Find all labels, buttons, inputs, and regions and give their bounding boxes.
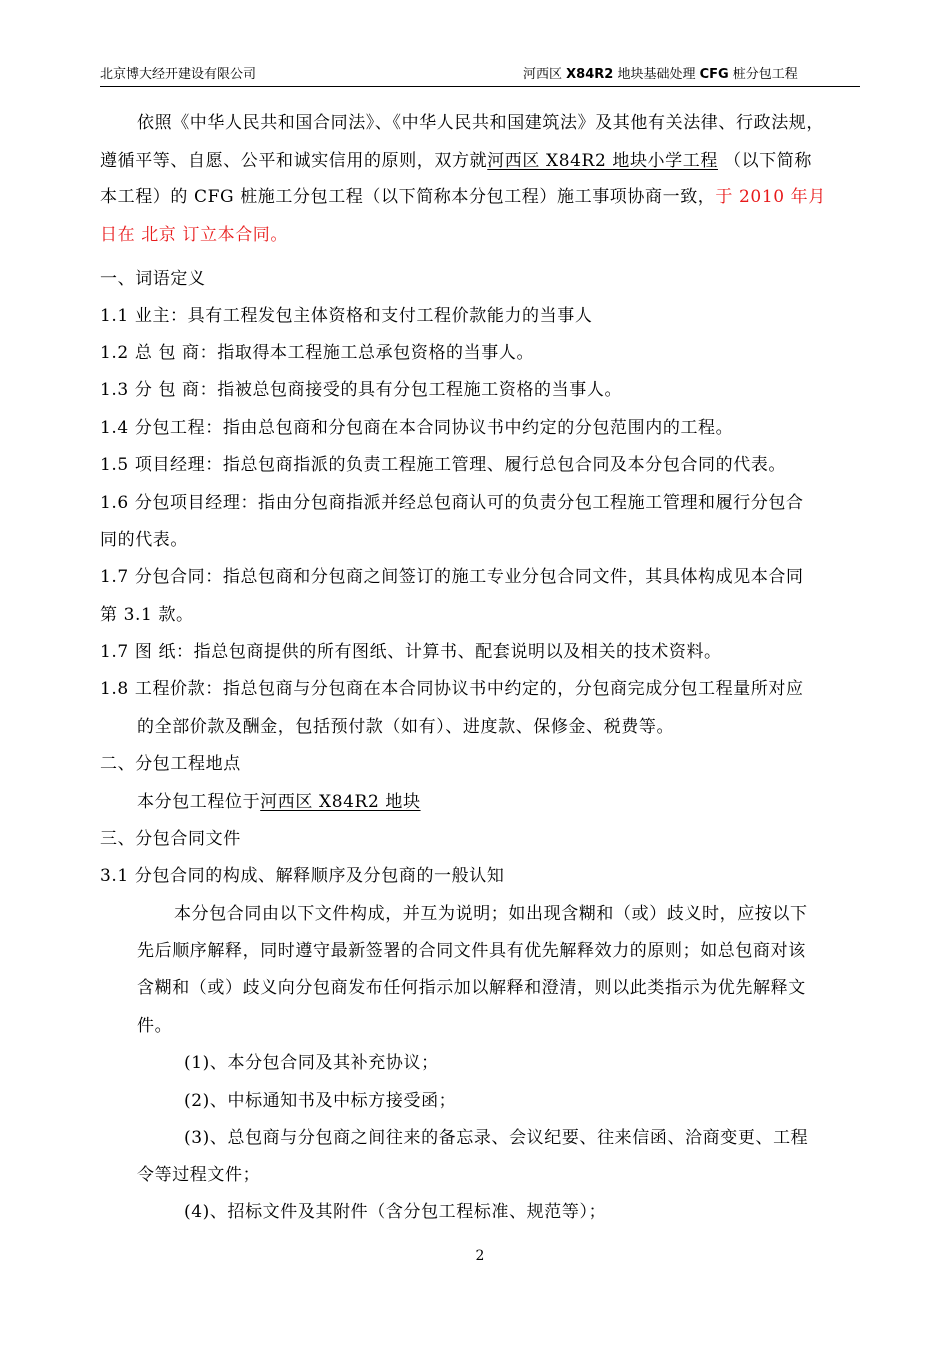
clause-3-1-para-line-2: 先后顺序解释，同时遵守最新签署的合同文件具有优先解释效力的原则；如总包商对该 bbox=[137, 941, 806, 961]
definition-1-6-line-1: 1.6 分包项目经理：指由分包商指派并经总包商认可的负责分包工程施工管理和履行分包合 bbox=[100, 493, 804, 513]
section-2-title: 二、分包工程地点 bbox=[100, 754, 241, 774]
project-name: 河西区 X84R2 地块小学工程 bbox=[487, 151, 718, 171]
definition-1-7-line-1: 1.7 分包合同：指总包商和分包商之间签订的施工专业分包合同文件，其具体构成见本合同 bbox=[100, 567, 804, 587]
intro-line-3: 本工程）的 CFG 桩施工分包工程（以下简称本分包工程）施工事项协商一致，于 2010 年月 bbox=[100, 187, 826, 207]
intro-line-4: 日在 北京 订立本合同。 bbox=[100, 225, 289, 245]
definition-1-2: 1.2 总 包 商：指取得本工程施工总承包资格的当事人。 bbox=[100, 343, 535, 363]
document-item-1: (1)、本分包合同及其补充协议； bbox=[184, 1053, 439, 1073]
definition-1-6-line-2: 同的代表。 bbox=[100, 530, 188, 550]
header-company: 北京博大经开建设有限公司 bbox=[100, 67, 257, 82]
document-item-2: (2)、中标通知书及中标方接受函； bbox=[184, 1091, 457, 1111]
contract-date-year: 于 2010 年月 bbox=[715, 187, 826, 207]
clause-3-1-para-line-3: 含糊和（或）歧义向分包商发布任何指示加以解释和澄清，则以此类指示为优先解释文 bbox=[137, 978, 806, 998]
header-project: 河西区 X84R2 地块基础处理 CFG 桩分包工程 bbox=[523, 67, 798, 82]
definition-1-1: 1.1 业主：具有工程发包主体资格和支付工程价款能力的当事人 bbox=[100, 306, 593, 326]
clause-3-1-title: 3.1 分包合同的构成、解释顺序及分包商的一般认知 bbox=[100, 866, 505, 886]
definition-drawings: 1.7 图 纸：指总包商提供的所有图纸、计算书、配套说明以及相关的技术资料。 bbox=[100, 642, 722, 662]
section-1-title: 一、词语定义 bbox=[100, 269, 206, 289]
project-location: 河西区 X84R2 地块 bbox=[260, 792, 421, 812]
document-item-3-line-2: 令等过程文件； bbox=[137, 1165, 261, 1185]
clause-3-1-para-line-1: 本分包合同由以下文件构成，并互为说明；如出现含糊和（或）歧义时，应按以下 bbox=[174, 904, 808, 924]
header-rule bbox=[100, 86, 860, 87]
document-item-3-line-1: (3)、总包商与分包商之间往来的备忘录、会议纪要、往来信函、洽商变更、工程 bbox=[184, 1128, 809, 1148]
definition-1-7-line-2: 第 3.1 款。 bbox=[100, 605, 194, 625]
definition-1-5: 1.5 项目经理：指总包商指派的负责工程施工管理、履行总包合同及本分包合同的代表。 bbox=[100, 455, 787, 475]
intro-line-2: 遵循平等、自愿、公平和诚实信用的原则，双方就河西区 X84R2 地块小学工程 （以下简称 bbox=[100, 151, 812, 171]
page-number: 2 bbox=[475, 1248, 485, 1264]
definition-1-8-line-1: 1.8 工程价款：指总包商与分包商在本合同协议书中约定的，分包商完成分包工程量所对应 bbox=[100, 679, 804, 699]
definition-1-3: 1.3 分 包 商：指被总包商接受的具有分包工程施工资格的当事人。 bbox=[100, 380, 623, 400]
definition-1-8-line-2: 的全部价款及酬金，包括预付款（如有）、进度款、保修金、税费等。 bbox=[137, 717, 675, 737]
intro-line-1: 依照《中华人民共和国合同法》、《中华人民共和国建筑法》及其他有关法律、行政法规， bbox=[137, 113, 824, 133]
definition-1-4: 1.4 分包工程：指由总包商和分包商在本合同协议书中约定的分包范围内的工程。 bbox=[100, 418, 734, 438]
section-2-text: 本分包工程位于河西区 X84R2 地块 bbox=[137, 792, 421, 812]
section-3-title: 三、分包合同文件 bbox=[100, 829, 241, 849]
document-item-4: (4)、招标文件及其附件（含分包工程标准、规范等）； bbox=[184, 1202, 607, 1222]
clause-3-1-para-line-4: 件。 bbox=[137, 1016, 173, 1036]
